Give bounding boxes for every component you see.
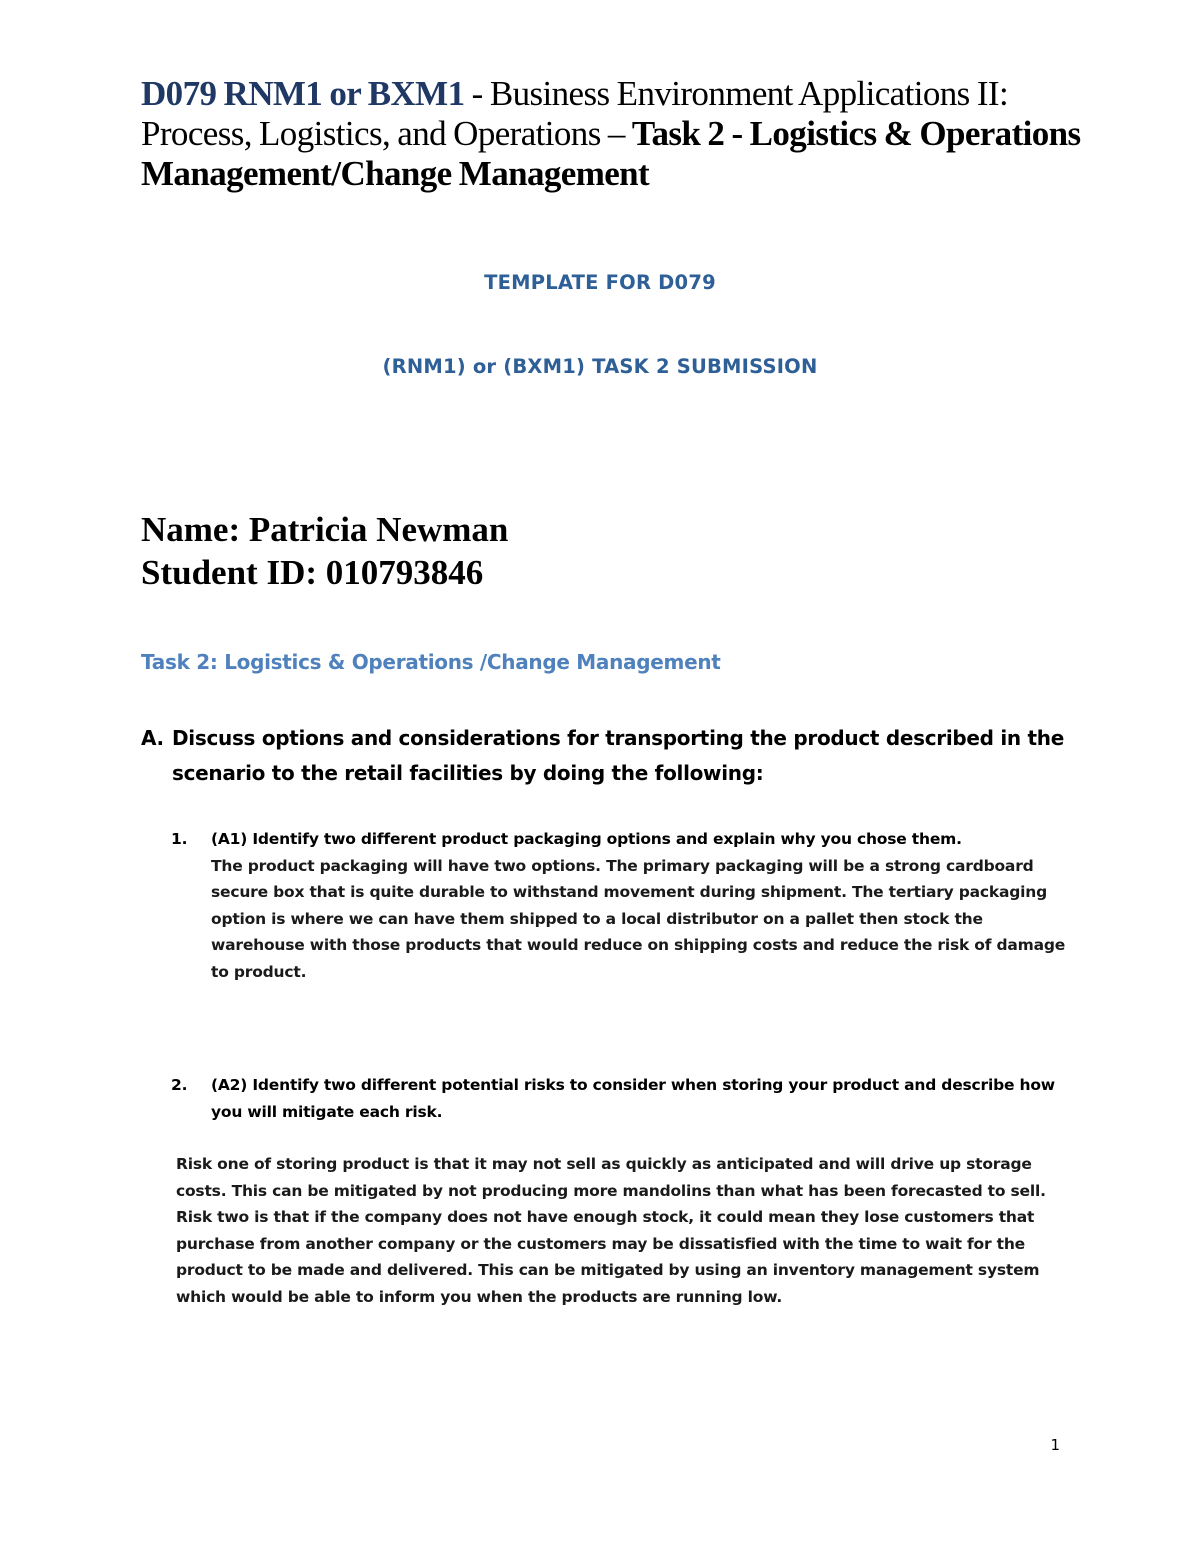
section-a-prompt	[141, 721, 1081, 791]
submission-heading: (RNM1) or (BXM1) TASK 2 SUBMISSION	[382, 355, 818, 378]
template-heading: TEMPLATE FOR D079	[484, 271, 716, 294]
student-id: Student ID: 010793846	[141, 553, 484, 592]
student-name: Name: Patricia Newman	[141, 510, 509, 549]
list-item-a1	[171, 826, 1071, 985]
answer-a2-paragraph: Risk one of storing product is that it may not sell as quickly as anticipated and will drive up storage costs. This can be mitigated by not producing more mandolins than what has been forecasted to sell.	[176, 1155, 1046, 1200]
task-title: Task 2 - Logistics & Operations Management/Change Management	[141, 114, 1081, 193]
section-a-text: Discuss options and considerations for transporting the product described in the scenario to the retail facilities by doing the following:	[172, 726, 1064, 785]
question-a1: (A1) Identify two different product packaging options and explain why you chose them.	[211, 830, 962, 848]
answer-a2-paragraph: Risk two is that if the company does not have enough stock, it could mean they lose customers that purchase from another company or the customers may be dissatisfied with the time to wait for the product to be made and delivered. This can be mitigated by using an inventory management system which would be able to inform you when the products are running low.	[176, 1208, 1040, 1306]
title-separator-2: –	[600, 114, 632, 153]
list-item-a2	[171, 1072, 1071, 1125]
title-separator: -	[464, 74, 490, 113]
list-number: 2.	[171, 1076, 188, 1094]
section-marker: A.	[141, 726, 164, 750]
student-identity	[141, 508, 508, 594]
page-number: 1	[1050, 1436, 1060, 1454]
list-number: 1.	[171, 830, 188, 848]
document-title	[141, 74, 1101, 194]
answer-a1: The product packaging will have two options. The primary packaging will be a strong cardboard secure box that is quite durable to withstand movement during shipment. The tertiary packaging option is where we can have them shipped to a local distributor on a pallet then stock the warehouse with those products that would reduce on shipping costs and reduce the risk of damage to product.	[211, 856, 1066, 981]
course-name: Business Environment Applications II: Process, Logistics, and Operations	[141, 74, 1009, 153]
task-heading: Task 2: Logistics & Operations /Change Management	[141, 650, 721, 674]
answer-a2	[176, 1151, 1076, 1310]
question-a2: (A2) Identify two different potential risks to consider when storing your product and describe how you will mitigate each risk.	[211, 1076, 1055, 1121]
course-code: D079 RNM1 or BXM1	[141, 74, 465, 113]
